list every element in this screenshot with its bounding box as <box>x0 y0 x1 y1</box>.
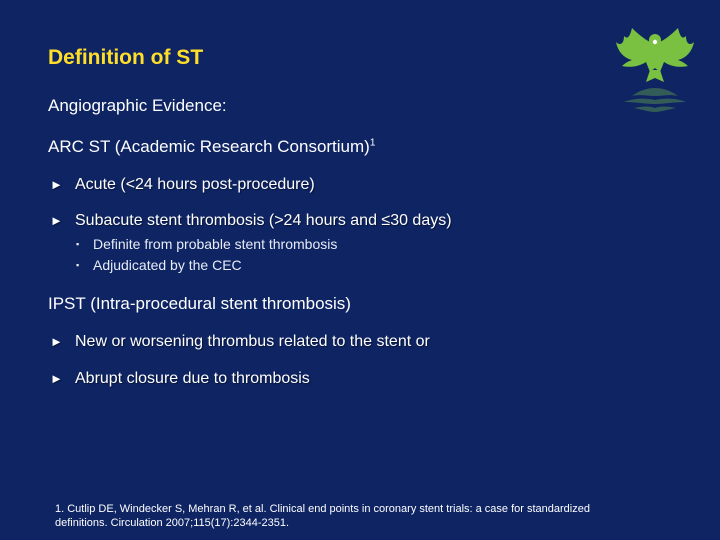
footnote <box>55 502 665 530</box>
subbullet-text: Adjudicated by the CEC <box>93 257 242 273</box>
bullet-arrow-icon: ► <box>50 213 63 228</box>
bullet-arrow-icon: ► <box>50 371 63 386</box>
subbullet-adjudicated <box>76 257 242 273</box>
bullet-text: Subacute stent thrombosis (>24 hours and ≤30 days) <box>75 212 452 229</box>
bullet-text: Acute (<24 hours post-procedure) <box>75 176 315 193</box>
arc-heading <box>48 137 375 157</box>
bullet-arrow-icon: ► <box>50 334 63 349</box>
footnote-line: definitions. Circulation 2007;115(17):2344-2351. <box>55 517 290 529</box>
square-bullet-icon: ▪ <box>76 260 80 270</box>
arc-bullet-acute <box>50 176 315 194</box>
angiographic-evidence-heading: Angiographic Evidence: <box>48 96 227 115</box>
ipst-heading: IPST (Intra-procedural stent thrombosis) <box>48 294 351 313</box>
subbullet-definite <box>76 236 337 252</box>
ipst-bullet-closure <box>50 370 310 388</box>
slide-title: Definition of ST <box>48 46 204 69</box>
eagle-logo-icon <box>610 22 700 114</box>
square-bullet-icon: ▪ <box>76 239 80 249</box>
bullet-text: New or worsening thrombus related to the stent or <box>75 333 430 350</box>
bullet-text: Abrupt closure due to thrombosis <box>75 370 310 387</box>
arc-footnote-ref: 1 <box>369 137 376 149</box>
ipst-bullet-thrombus <box>50 333 430 351</box>
arc-heading-text: ARC ST (Academic Research Consortium) <box>48 137 370 156</box>
subbullet-text: Definite from probable stent thrombosis <box>93 236 338 252</box>
arc-bullet-subacute <box>50 212 452 230</box>
footnote-line: 1. Cutlip DE, Windecker S, Mehran R, et al. Clinical end points in coronary stent trials: a case for standardized <box>55 503 590 515</box>
bullet-arrow-icon: ► <box>50 177 63 192</box>
